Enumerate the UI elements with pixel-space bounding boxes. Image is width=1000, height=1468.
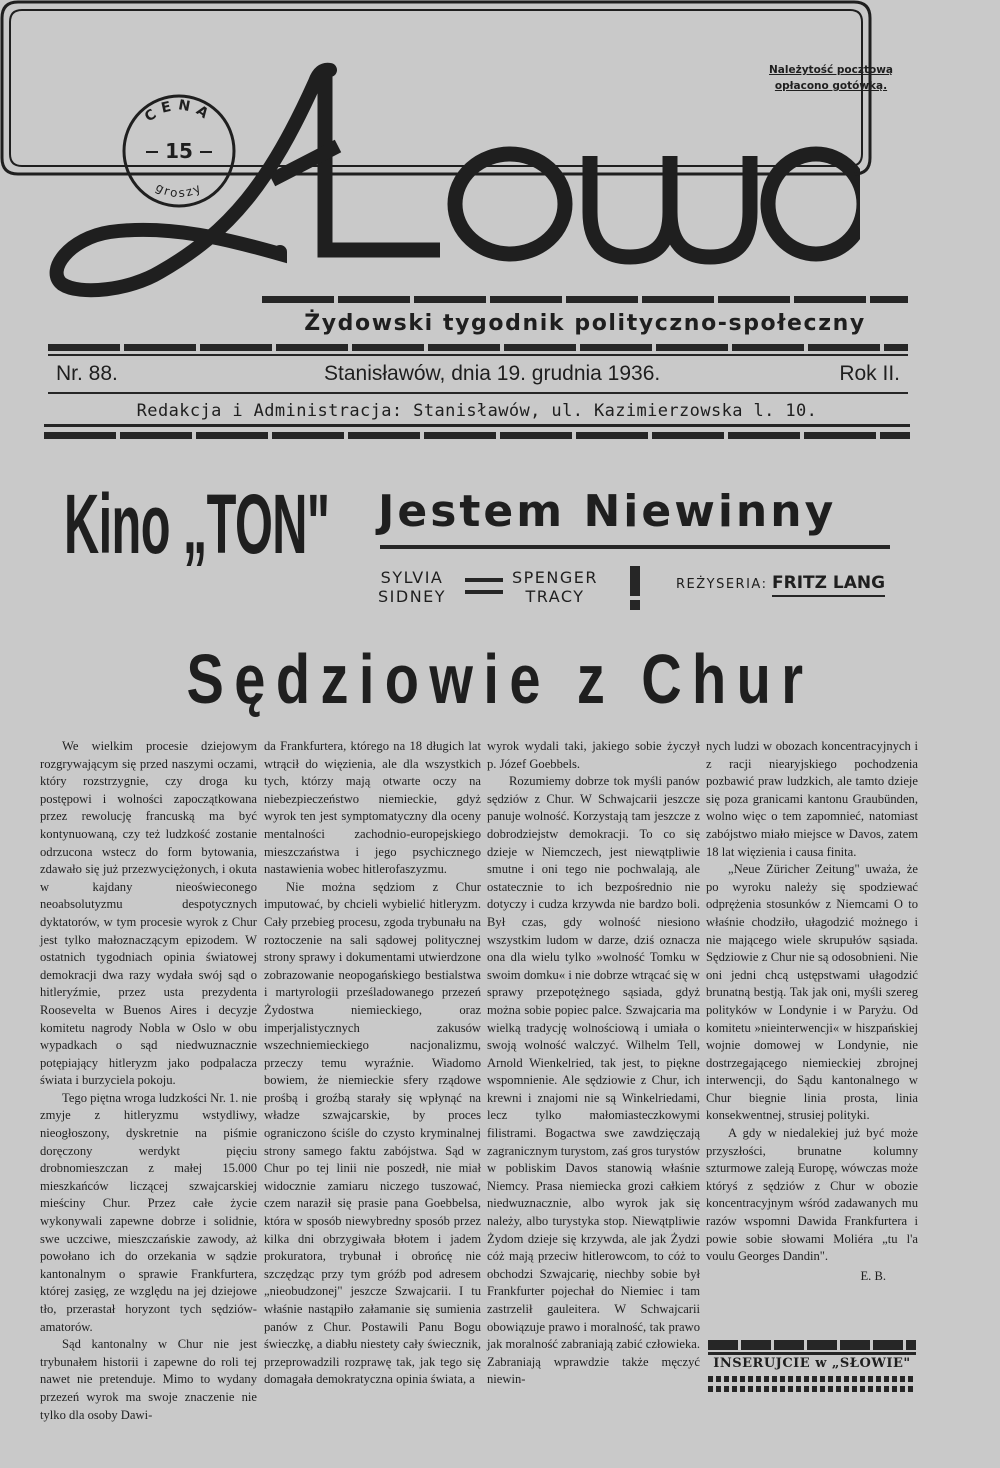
film-title: Jestem Niewinny: [378, 486, 837, 537]
inserts-ad: INSERUJCIE w „SŁOWIE": [713, 1356, 911, 1371]
rule-thin-3: [44, 424, 910, 427]
article-column-3: [487, 738, 700, 1389]
rule-below-subtitle: [48, 344, 908, 351]
headline: Sędziowie z Chur: [186, 640, 814, 718]
star-2: [512, 568, 598, 606]
cinema-name: Kino „TON": [64, 477, 330, 571]
rule-below-address: [44, 432, 910, 439]
exclamation-mark: [628, 566, 642, 610]
inserts-rule-bottom-2: [708, 1386, 916, 1392]
inserts-rule-bottom: [708, 1376, 916, 1382]
star-1-first: SYLVIA: [380, 568, 444, 587]
svg-text:groszy: [153, 180, 204, 200]
paragraph: da Frankfurtera, którego na 18 długich lat wtrącił do więzienia, ale dla wszystkich tych, którzy mają otwarte oczy na niebezpieczeństwo niemieckie, gdyż wyrok ten jest symptomatyczny dla oceny mentalności zachodnio-europejskiego mieszczaństwa i jego psychicznego nastawienia wobec hitlerofaszyzmu.: [264, 739, 481, 877]
issue-number: Nr. 88.: [56, 362, 118, 385]
equals-sign: [465, 578, 503, 594]
paragraph: Rozumiemy dobrze tok myśli panów sędziów z Chur. W Schwajcarii jeszcze panuje wolność. Korzystają tam jeszcze z dobrodziejstw demokracji. To co się dzieje w Niemczech, jest niewątpliwie smutne i oni tego nie pochwalają, ale ostatecznie to ich bezpośrednio nie dotyczy i cudza krzywda nie bardzo boli. Był czas, gdy wolność niesiono wszystkim ludom w darze, dziś oznacza ona dla wielu tylko »wolność Tomku w swoim domku« i nie dobrze wtrącać się w sprawy przepotężnego sąsiada, gdyż można sobie popiec palce. Szwajcaria ma wielką tradycję wolnościową i umiała o swoją wolność walczyć. Wilhelm Tell, Arnold Wienkelried, tak jest, to piękne wspomnienie. Ale sędziowie z Chur, ich krewni i znajomi nie są Winkelriedami, lecz tylko małomiasteczkowymi filistrami. Bogactwa swe zawdzięczają zagranicznym turystom, zaś gros turystów w pobliskim Davos stanowią właśnie Niemcy. Prasa niemiecka grozi całkiem niedwuznacznie, albo wyrok jak się należy, albo turystyka stop. Niewątpliwie Żydom dzieje się krzywda, ale jak Żydzi cóż mają przeciw hitlerowcom, to cóż to obchodzi Szwajcarię, niechby sobie był Frankfurter pojechał do Niemiec i tam zastrzelił gauleitera. W Schwajcarii obowiązuje prawo i moralność, tak prawo jak moralność zabraniają zabić człowieka. Zabraniają wprawdzie także męczyć niewin-: [487, 774, 700, 1387]
paragraph: „Neue Züricher Zeitung" uważa, że po wyroku należy się spodziewać odprężenia stosunków z Niemcami O to właśnie chodziło, ułagodzić możnego i nie mającego wiele skrupułów sąsiada. Sędziowie z Chur nie są odosobnieni. Nie oni jedni chcą ustępstwami ułagodzić brunatną bestją. Tak jak oni, myśli szereg polityków w Londynie i w Paryżu. Od komitetu »nieinterwencji« w hiszpańskiej wojnie domowej w Londynie, nie dostrzegającego niemieckiej zbrojnej interwencji, do Sądu kantonalnego w Chur biegnie linia prosta, linia konsekwentnej, strusiej polityki.: [706, 862, 918, 1123]
star-2-last: TRACY: [525, 587, 585, 606]
place-date: Stanisławów, dnia 19. grudnia 1936.: [324, 362, 661, 385]
star-1: [378, 568, 446, 606]
article-column-1: [40, 738, 257, 1424]
postal-line-1: Należytość pocztową: [769, 64, 893, 76]
inserts-rule-top: [708, 1340, 916, 1350]
author-signature: E. B.: [860, 1268, 886, 1283]
star-1-last: SIDNEY: [378, 587, 447, 606]
paragraph: Nie można sędziom z Chur imputować, by chcieli wybielić hitleryzm. Cały przebieg procesu, zgoda trybunału na roztoczenie na sali sądowej politycznej strony sprawy i dokumentami utwierdzone zobrazowanie neopogańskiego bestialstwa i martyrologii prześladowanego przezeń Żydostwa niemieckiego, oraz imperjalistycznych zakusów wszechniemieckiego nacjonalizmu, przeczy temu wyraźnie. Wiadomo bowiem, że niemieckie sfery rządowe prośbą i groźbą starały się wpłynąć na władze szwajcarskie, by proces ograniczono ściśle do czysto kryminalnej strony samego faktu zabójstwa. Sąd w Chur po tej linii nie poszedł, nie miał widocznie zamiaru niczego tuszować, czem naraził się prasie pana Goebbelsa, która w sposób niewybredny sposób przez kilka dni obrzygiwała błotem i jadem prokuratora, trybunał i obrońcę nie szczędząc przy tym gróźb pod adresem „nieobudzonej" jeszcze Szwajcarii. I tu właśnie nastąpiło załamanie się sumienia panów z Chur. Postawili Panu Bogu świeczkę, a diabłu niestety cały świecznik, przeprowadzili rozprawę tak, jak tego się domagała demokratyczna opinia świata, a: [264, 879, 481, 1387]
director-label: REŻYSERIA:: [676, 577, 768, 592]
paragraph: Tego piętna wroga ludzkości Nr. 1. nie zmyje z hitleryzmu wstydliwy, nieogłoszony, dyskretnie na piśmie doręczony werdykt pięciu drobnomieszczan z małej 15.000 mieszkańców liczącej szwajcarskiej mieściny Chur. Przez całe życie wykonywali zapewne dobrze i solidnie, swe uczciwe, mieszczańskie zawody, aż powołano ich do orzekania w sądzie kantonalnym o sprawie Frankfurtera, której zasięg, ze względu na jej dziejowe tło, przerastał horyzont tych sędziów-amatorów.: [40, 1090, 257, 1334]
film-title-rule: [380, 545, 890, 549]
article-column-4: [706, 738, 918, 1285]
paragraph: We wielkim procesie dziejowym rozgrywającym się przed naszymi oczami, który rozstrzygnie, czy droga ku postępowi i wolności zapoczątkowana przez rewolucję francuską ma być kontynuowaną, czy też ludzkość zostanie odrzucona wstecz do form bytowania, zdawało się już przezwyciężonych, i okuta w kajdany nieoświeconego neoabsolutyzmu despotycznych dyktatorów, w tym procesie wyrok z Chur jest tylko małoznaczącym epizodem. W ostatnich tygodniach opinia światowej demokracji dwa razy wydała swój sąd o hitleryźmie, przez usta prezydenta Roosevelta w Buenos Aires i decyzje komitetu nagrody Nobla w Oslo w obu wypadkach o sąd niedwuznacznie potępiający hitleryzm jako podpalacza świata i burzyciela pokoju.: [40, 739, 257, 1088]
rule-thin-1: [48, 354, 908, 356]
article-column-2: [264, 738, 481, 1389]
paragraph: nych ludzi w obozach koncentracyjnych i z racji niearyjskiego pochodzenia pozbawić praw ludzkich, ale tamto dzieje się poza granicami kantonu Graubünden, wolno więc o tem zapomnieć, natomiast zabójstwo miało miejsce w Davos, zatem 18 lat więzienia i causa finita.: [706, 739, 918, 859]
director-name: FRITZ LANG: [772, 573, 885, 597]
subtitle: Żydowski tygodnik polityczno-społeczny: [304, 311, 866, 336]
inserts-rule-mid: [708, 1352, 916, 1355]
paragraph: wyrok wydali taki, jakiego sobie życzył p. Józef Goebbels.: [487, 739, 700, 771]
cinema-ad-frame: [0, 0, 872, 176]
price-value: 15: [165, 139, 193, 163]
rule-above-subtitle: [262, 296, 908, 303]
star-2-first: SPENGER: [512, 568, 599, 587]
rule-thin-2: [48, 392, 908, 394]
price-label: CENA: [141, 97, 217, 126]
address-line: Redakcja i Administracja: Stanisławów, ul. Kazimierzowska l. 10.: [136, 401, 818, 421]
paragraph: Sąd kantonalny w Chur nie jest trybunałem historii i zapewne do roli tej nawet nie pretenduje. Mimo to wydany przezeń wyrok ma swoje znaczenie nie tylko dla osoby Dawi-: [40, 1337, 257, 1422]
year-volume: Rok II.: [839, 362, 900, 385]
price-unit: groszy: [153, 180, 205, 201]
postal-line-2: opłacono gotówką.: [774, 80, 888, 92]
issue-line: [48, 362, 908, 390]
paragraph: A gdy w niedalekiej już być może przyszłości, brunatne kolumny szturmowe zaleją Europę, wówczas może któryś z sędziów z Chur w obozie koncentracyjnym wśród zadawanych mu razów wspomni Dawida Frankfurtera i powie sobie słowami Moliéra „tu l'a voulu Georges Dandin".: [706, 1126, 918, 1264]
